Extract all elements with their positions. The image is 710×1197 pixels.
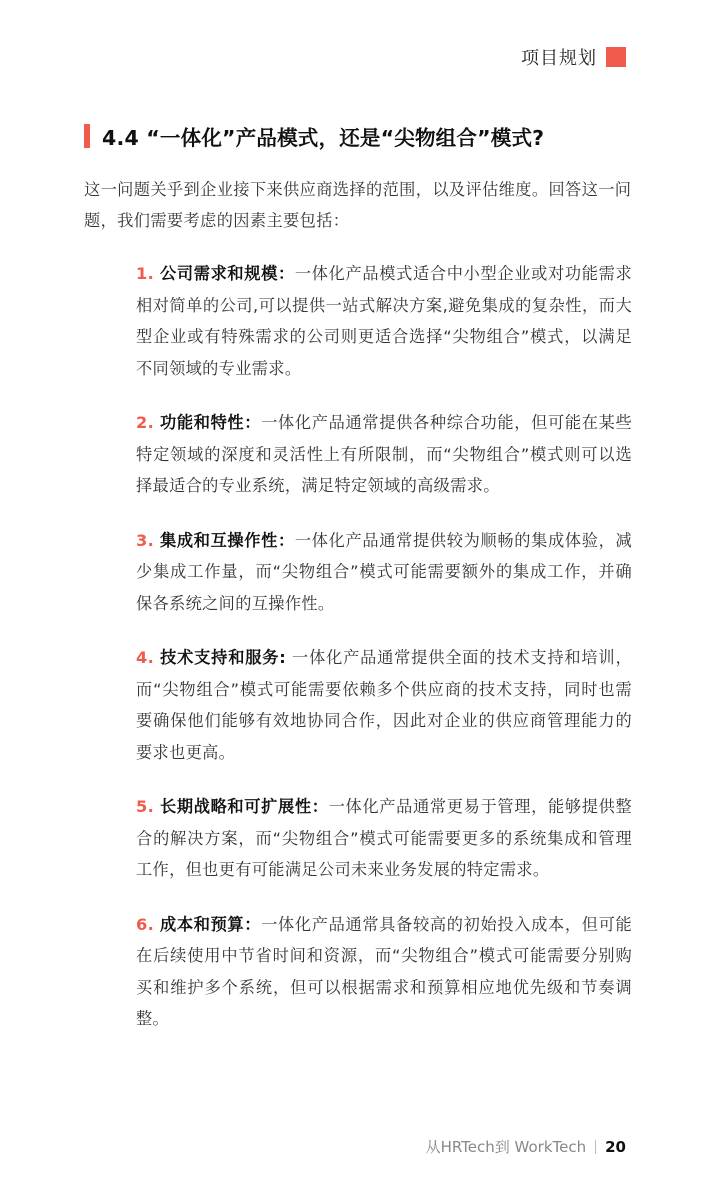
list-item (136, 407, 632, 502)
item-body: 一体化产品通常提供各种综合功能，但可能在某些特定领域的深度和灵活性上有所限制，而“尖物组合”模式则可以选择最适合的专业系统，满足特定领域的高级需求。 (136, 413, 632, 495)
item-number: 4. (136, 648, 155, 667)
item-heading: 成本和预算： (159, 914, 262, 934)
footer-divider (595, 1140, 596, 1154)
intro-paragraph: 这一问题关乎到企业接下来供应商选择的范围，以及评估维度。回答这一问题，我们需要考虑的因素主要包括： (84, 180, 632, 230)
section-accent-bar (84, 124, 90, 148)
header-square-mark (606, 47, 626, 67)
item-number: 5. (136, 797, 155, 816)
list-item (136, 909, 632, 1035)
page-header (521, 44, 626, 70)
item-body: 一体化产品通常提供全面的技术支持和培训，而“尖物组合”模式可能需要依赖多个供应商的技术支持，同时也需要确保他们能够有效地协同合作，因此对企业的供应商管理能力的要求也更高。 (136, 648, 632, 762)
section-title: 4.4 “一体化”产品模式，还是“尖物组合”模式? (102, 126, 545, 150)
item-body: 一体化产品模式适合中小型企业或对功能需求相对简单的公司,可以提供一站式解决方案,避免集成的复杂性，而大型企业或有特殊需求的公司则更适合选择“尖物组合”模式，以满足不同领域的专业需求。 (136, 264, 632, 378)
item-heading: 公司需求和规模： (159, 264, 295, 283)
item-heading: 长期战略和可扩展性： (159, 797, 329, 816)
list-item (136, 642, 632, 768)
factor-list (136, 258, 632, 1058)
item-body: 一体化产品通常具备较高的初始投入成本，但可能在后续使用中节省时间和资源，而“尖物组合”模式可能需要分别购买和维护多个系统，但可以根据需求和预算相应地优先级和节奏调整。 (136, 914, 632, 1028)
item-number: 1. (136, 264, 155, 283)
section-heading (84, 121, 544, 151)
page-number: 20 (605, 1137, 626, 1156)
header-title: 项目规划 (521, 48, 597, 69)
item-body: 一体化产品通常更易于管理，能够提供整合的解决方案，而“尖物组合”模式可能需要更多的系统集成和管理工作，但也更有可能满足公司未来业务发展的特定需求。 (136, 797, 632, 879)
list-item (136, 258, 632, 384)
list-item (136, 525, 632, 620)
item-number: 3. (136, 530, 155, 550)
item-heading: 功能和特性： (159, 413, 262, 432)
item-heading: 技术支持和服务: (160, 648, 287, 667)
footer-title: 从HRTech到 WorkTech (425, 1138, 587, 1156)
page-footer (426, 1136, 626, 1157)
item-number: 6. (136, 914, 155, 934)
list-item (136, 791, 632, 886)
item-number: 2. (136, 413, 155, 432)
item-body: 一体化产品通常提供较为顺畅的集成体验，减少集成工作量，而“尖物组合”模式可能需要额外的集成工作，并确保各系统之间的互操作性。 (136, 530, 632, 613)
item-heading: 集成和互操作性： (159, 530, 295, 550)
